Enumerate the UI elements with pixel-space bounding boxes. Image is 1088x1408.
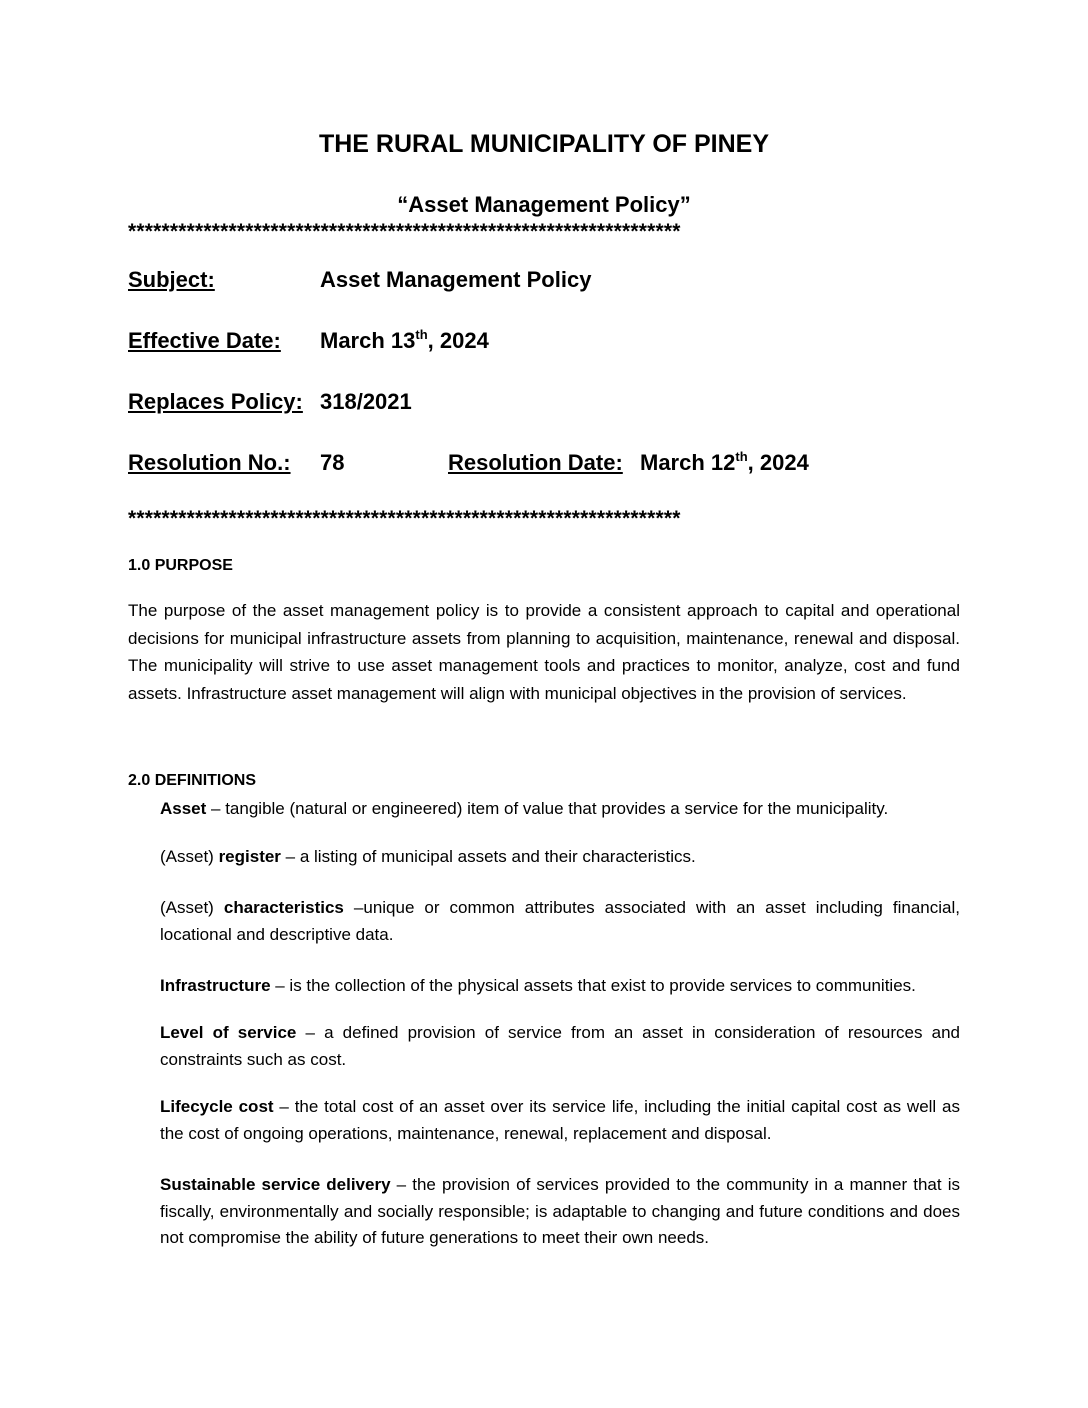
definition-term: characteristics	[223, 898, 344, 917]
subject-label: Subject:	[128, 267, 215, 292]
effective-date-year: , 2024	[427, 328, 489, 353]
resolution-date-label: Resolution Date:	[448, 450, 623, 475]
definition-text: – a listing of municipal assets and their characteristics.	[280, 847, 696, 866]
definition-term: Sustainable service delivery	[160, 1175, 391, 1194]
definition-text: –unique or common attributes associated with an asset including financial, locational and descriptive data.	[160, 898, 960, 944]
definition-prefix: (Asset)	[160, 898, 224, 917]
effective-date-main: March 13	[320, 328, 416, 353]
purpose-heading: 1.0 PURPOSE	[128, 557, 233, 574]
definition-text: – the provision of services provided to the community in a manner that is fiscally, environmentally and socially responsible; is adaptable to changing and future conditions and does not compromise the ability of future generations to meet their own needs.	[160, 1175, 960, 1247]
definition-item	[160, 1094, 960, 1147]
definitions-heading: 2.0 DEFINITIONS	[128, 772, 257, 789]
document-title: THE RURAL MUNICIPALITY OF PINEY	[318, 130, 770, 158]
definition-item	[160, 895, 960, 948]
definition-term: Lifecycle cost	[160, 1097, 274, 1116]
effective-date-value	[320, 328, 489, 354]
effective-date-label: Effective Date:	[128, 328, 281, 353]
definition-item	[160, 796, 960, 823]
effective-date-ordinal: th	[415, 327, 428, 342]
definition-prefix: (Asset)	[160, 847, 219, 866]
separator-top: ******************************************************************	[128, 220, 681, 243]
resolution-number-label: Resolution No.:	[128, 450, 291, 475]
definition-item	[160, 1020, 960, 1073]
definition-text: – is the collection of the physical assets that exist to provide services to communities.	[270, 976, 916, 995]
definition-text: – a defined provision of service from an asset in consideration of resources and constraints such as cost.	[160, 1023, 960, 1069]
definition-term: Infrastructure	[160, 976, 271, 995]
definition-term: register	[218, 847, 281, 866]
subject-value: Asset Management Policy	[320, 267, 592, 292]
definition-item	[160, 973, 960, 1000]
definition-text: – tangible (natural or engineered) item of value that provides a service for the municipality.	[206, 799, 889, 818]
document-subtitle: “Asset Management Policy”	[397, 192, 691, 217]
definition-item	[160, 844, 960, 871]
purpose-paragraph: The purpose of the asset management policy is to provide a consistent approach to capital and operational decisions for municipal infrastructure assets from planning to acquisition, maintenance, renewal and disposal. The municipality will strive to use asset management tools and practices to monitor, analyze, cost and fund assets. Infrastructure asset management will align with municipal objectives in the provision of services.	[128, 601, 960, 703]
replaces-policy-label: Replaces Policy:	[128, 389, 303, 414]
resolution-date-year: , 2024	[747, 450, 809, 475]
resolution-date-ordinal: th	[735, 449, 748, 464]
definition-term: Level of service	[160, 1023, 297, 1042]
resolution-number-value: 78	[320, 450, 345, 475]
resolution-date-value	[640, 450, 809, 476]
replaces-policy-value: 318/2021	[320, 389, 412, 414]
definition-text: – the total cost of an asset over its service life, including the initial capital cost as well as the cost of ongoing operations, maintenance, renewal, replacement and disposal.	[160, 1097, 960, 1143]
definition-term: Asset	[160, 799, 207, 818]
separator-bottom: ******************************************************************	[128, 507, 681, 530]
resolution-date-main: March 12	[640, 450, 736, 475]
definition-item	[160, 1172, 960, 1252]
